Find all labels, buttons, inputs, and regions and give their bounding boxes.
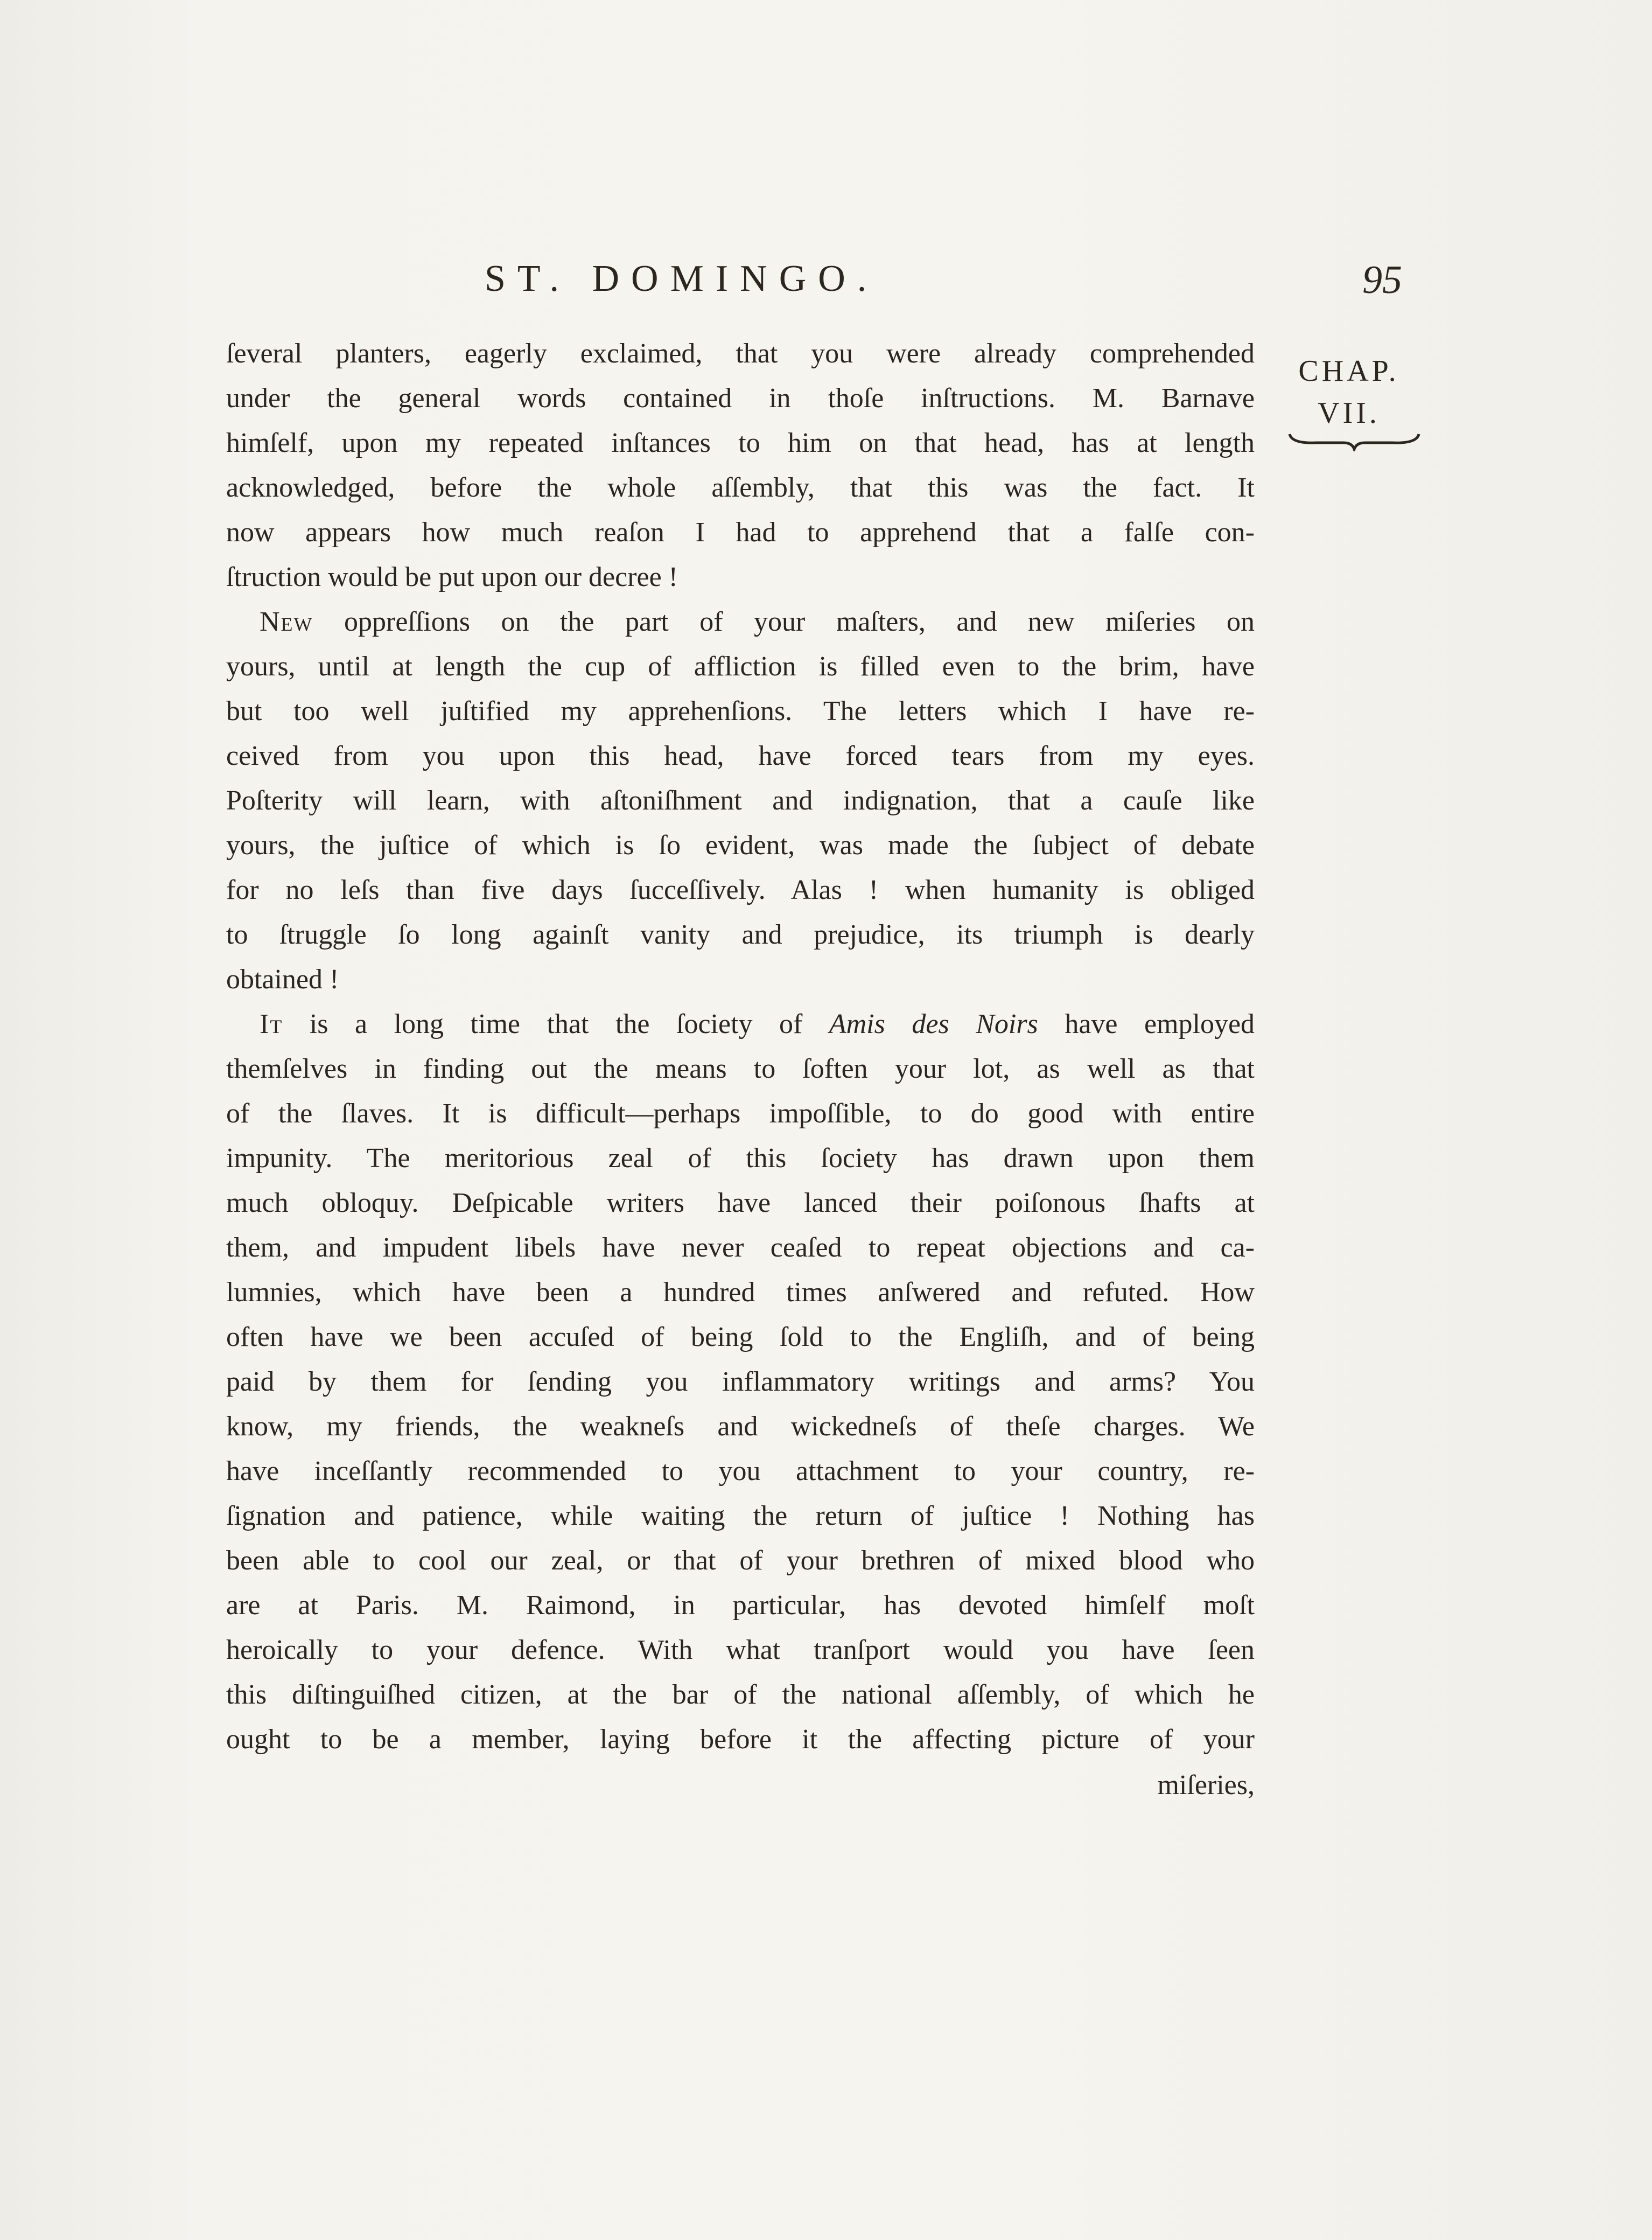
paragraph-start-line: It is a long time that the ſociety of Amis des Noirs have employed (260, 1009, 1255, 1039)
text-line: ſignation and patience, while waiting the return of juſtice ! Nothing has (226, 1501, 1255, 1531)
drop-word: It (260, 1009, 283, 1039)
text-line: been able to cool our zeal, or that of your brethren of mixed blood who (226, 1545, 1255, 1576)
text-line: heroically to your defence. With what tranſport would you have ſeen (226, 1635, 1255, 1665)
text-line: ought to be a member, laying before it the affecting picture of your (226, 1724, 1255, 1755)
text-line: for no leſs than five days ſucceſſively. Alas ! when humanity is obliged (226, 875, 1255, 905)
text-line: have inceſſantly recommended to you attachment to your country, re- (226, 1456, 1255, 1487)
text-line: paid by them for ſending you inflammatory writings and arms? You (226, 1366, 1255, 1397)
text-line: much obloquy. Deſpicable writers have lanced their poiſonous ſhafts at (226, 1188, 1255, 1218)
text-line: themſelves in finding out the means to ſoften your lot, as well as that (226, 1053, 1255, 1084)
text-line: obtained ! (226, 964, 339, 995)
chapter-number: VII. (1318, 396, 1380, 430)
text-line: to ſtruggle ſo long againſt vanity and prejudice, its triumph is dearly (226, 919, 1255, 950)
chapter-label: CHAP. (1298, 354, 1399, 388)
text-line: himſelf, upon my repeated inſtances to him on that head, has at length (226, 428, 1255, 458)
text-line: are at Paris. M. Raimond, in particular, has devoted himſelf moſt (226, 1590, 1255, 1621)
text-line: often have we been accuſed of being ſold to the Engliſh, and of being (226, 1322, 1255, 1352)
drop-word: New (260, 606, 313, 637)
text-line: Poſterity will learn, with aſtoniſhment and indignation, that a cauſe like (226, 785, 1255, 816)
text-line: ſtruction would be put upon our decree ! (226, 562, 678, 592)
text-line: but too well juſtified my apprehenſions. The letters which I have re- (226, 696, 1255, 727)
italic-society-name: Amis des Noirs (829, 1009, 1038, 1039)
chapter-margin-note (1284, 350, 1413, 451)
text-line: yours, the juſtice of which is ſo evident, was made the ſubject of debate (226, 830, 1255, 861)
text-line: now appears how much reaſon I had to apprehend that a falſe con- (226, 517, 1255, 548)
text-line: ceived from you upon this head, have forced tears from my eyes. (226, 741, 1255, 771)
text-line: of the ſlaves. It is difficult—perhaps impoſſible, to do good with entire (226, 1098, 1255, 1129)
running-title: ST. DOMINGO. (485, 258, 879, 299)
text-line: impunity. The meritorious zeal of this ſociety has drawn upon them (226, 1143, 1255, 1174)
text-line: know, my friends, the weakneſs and wickedneſs of theſe charges. We (226, 1411, 1255, 1442)
text-line: ſeveral planters, eagerly exclaimed, that you were already comprehended (226, 338, 1255, 369)
text-line: lumnies, which have been a hundred times anſwered and refuted. How (226, 1277, 1255, 1308)
catchword: miſeries, (1157, 1770, 1255, 1801)
page-number: 95 (1362, 258, 1402, 302)
text-line: them, and impudent libels have never ceaſed to repeat objections and ca- (226, 1232, 1255, 1263)
text-line: acknowledged, before the whole aſſembly, that this was the fact. It (226, 472, 1255, 503)
paragraph-start-line: New oppreſſions on the part of your maſters, and new miſeries on (260, 606, 1255, 637)
text-line: yours, until at length the cup of affliction is filled even to the brim, have (226, 651, 1255, 682)
body-text (226, 331, 1255, 1808)
text-line: under the general words contained in thoſe inſtructions. M. Barnave (226, 383, 1255, 414)
text-line: this diſtinguiſhed citizen, at the bar of the national aſſembly, of which he (226, 1679, 1255, 1710)
